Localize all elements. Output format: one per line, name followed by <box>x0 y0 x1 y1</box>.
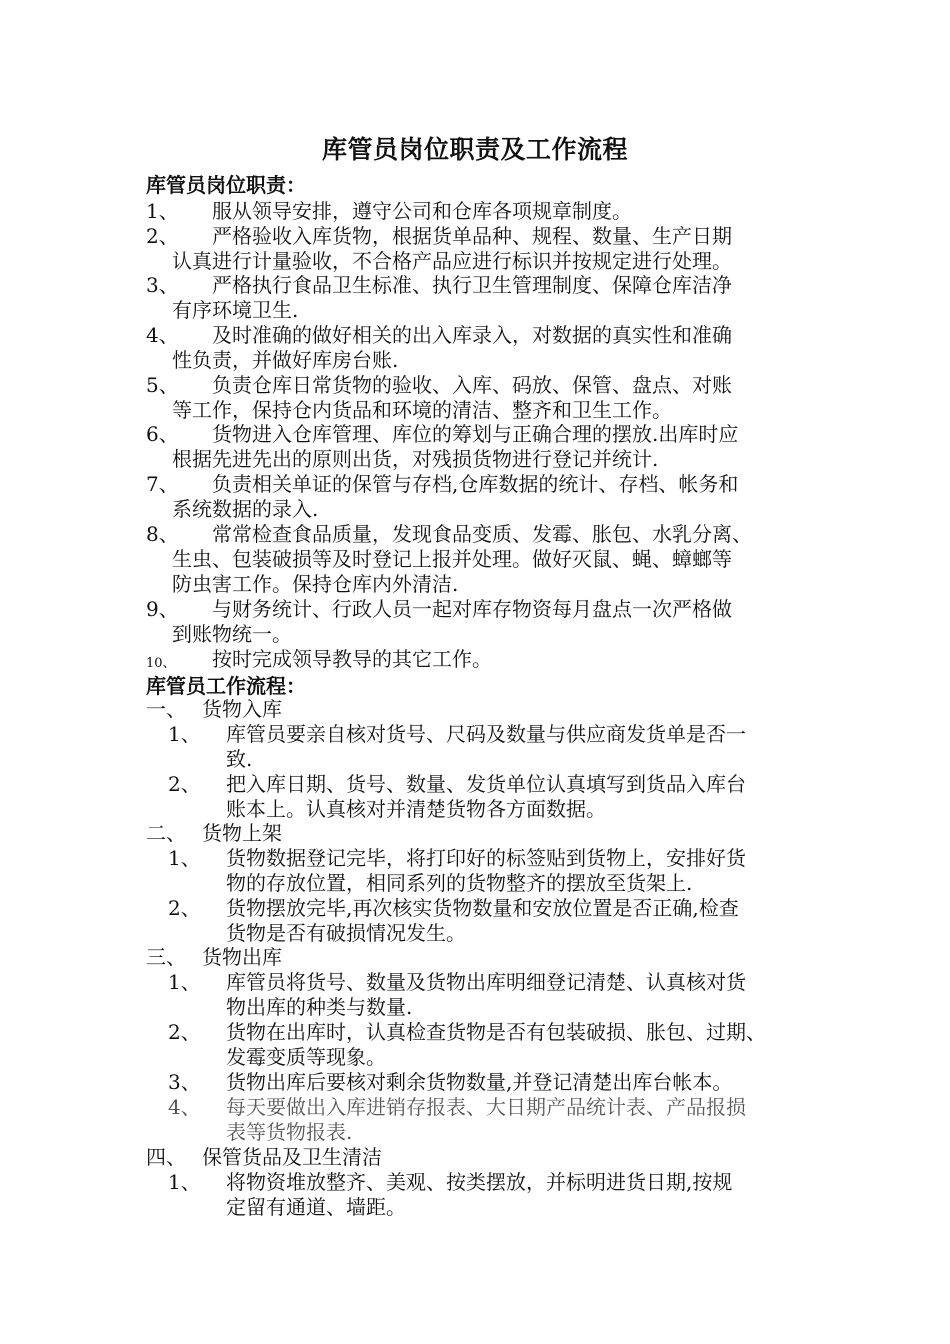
step-number: 2、 <box>168 1020 201 1044</box>
section-title: 保管货品及卫生清洁 <box>202 1145 382 1169</box>
item-text: 负责仓库日常货物的验收、入库、码放、保管、盘点、对账 <box>212 373 732 397</box>
step-number: 4、 <box>168 1095 201 1119</box>
item-number: 8、 <box>146 522 179 546</box>
section-title: 货物上架 <box>202 821 282 845</box>
item-text: 认真进行计量验收，不合格产品应进行标识并按规定进行处理。 <box>172 249 732 273</box>
item-number: 9、 <box>146 597 179 621</box>
step-text: 致. <box>226 747 253 771</box>
item-number: 3、 <box>146 273 179 297</box>
step-text: 将物资堆放整齐、美观、按类摆放，并标明进货日期,按规 <box>226 1170 733 1194</box>
step-text: 货物在出库时，认真检查货物是否有包装破损、胀包、过期、 <box>226 1020 766 1044</box>
item-text: 货物进入仓库管理、库位的筹划与正确合理的摆放.出库时应 <box>212 422 739 446</box>
step-text: 库管员要亲自核对货号、尺码及数量与供应商发货单是否一 <box>226 722 746 746</box>
step-text: 定留有通道、墙距。 <box>226 1195 406 1219</box>
item-number: 2、 <box>146 224 179 248</box>
workflow-heading: 库管员工作流程： <box>146 674 306 698</box>
item-text: 按时完成领导教导的其它工作。 <box>212 647 492 671</box>
document-title: 库管员岗位职责及工作流程 <box>321 135 628 164</box>
item-text: 生虫、包装破损等及时登记上报并处理。做好灭鼠、蝇、蟑螂等 <box>172 547 732 571</box>
section-number: 二、 <box>146 821 186 845</box>
section-number: 三、 <box>146 945 186 969</box>
item-number: 1、 <box>146 199 179 223</box>
step-text: 货物出库后要核对剩余货物数量,并登记清楚出库台帐本。 <box>226 1070 733 1094</box>
step-text: 账本上。认真核对并清楚货物各方面数据。 <box>226 797 606 821</box>
item-text: 到账物统一。 <box>172 622 292 646</box>
item-text: 严格执行食品卫生标准、执行卫生管理制度、保障仓库洁净 <box>212 273 732 297</box>
item-number: 10、 <box>146 656 176 671</box>
section-title: 货物出库 <box>202 945 282 969</box>
item-text: 等工作，保持仓内货品和环境的清洁、整齐和卫生工作。 <box>172 398 672 422</box>
step-number: 2、 <box>168 772 201 796</box>
step-text: 货物数据登记完毕，将打印好的标签贴到货物上，安排好货 <box>226 846 746 870</box>
step-text: 把入库日期、货号、数量、发货单位认真填写到货品入库台 <box>226 772 746 796</box>
item-text: 性负责，并做好库房台账. <box>172 348 399 372</box>
item-text: 有序环境卫生. <box>172 298 299 322</box>
step-number: 2、 <box>168 896 201 920</box>
step-text: 表等货物报表. <box>226 1120 353 1144</box>
section-number: 一、 <box>146 697 186 721</box>
item-number: 5、 <box>146 373 179 397</box>
step-text: 库管员将货号、数量及货物出库明细登记清楚、认真核对货 <box>226 970 746 994</box>
section-number: 四、 <box>146 1145 186 1169</box>
step-text: 物的存放位置，相同系列的货物整齐的摆放至货架上. <box>226 871 693 895</box>
item-text: 系统数据的录入. <box>172 497 319 521</box>
item-number: 6、 <box>146 422 179 446</box>
step-number: 1、 <box>168 722 201 746</box>
item-text: 与财务统计、行政人员一起对库存物资每月盘点一次严格做 <box>212 597 732 621</box>
step-number: 1、 <box>168 1170 201 1194</box>
item-text: 根据先进先出的原则出货，对残损货物进行登记并统计. <box>172 447 659 471</box>
step-text: 货物摆放完毕,再次核实货物数量和安放位置是否正确,检查 <box>226 896 739 920</box>
item-number: 7、 <box>146 472 179 496</box>
step-number: 1、 <box>168 846 201 870</box>
step-number: 1、 <box>168 970 201 994</box>
step-text: 每天要做出入库进销存报表、大日期产品统计表、产品报损 <box>226 1095 746 1119</box>
step-text: 物出库的种类与数量. <box>226 995 413 1019</box>
step-text: 发霉变质等现象。 <box>226 1045 386 1069</box>
item-number: 4、 <box>146 323 179 347</box>
item-text: 严格验收入库货物，根据货单品种、规程、数量、生产日期 <box>212 224 732 248</box>
item-text: 服从领导安排，遵守公司和仓库各项规章制度。 <box>212 199 632 223</box>
duties-heading: 库管员岗位职责： <box>146 173 306 197</box>
item-text: 及时准确的做好相关的出入库录入，对数据的真实性和准确 <box>212 323 732 347</box>
section-title: 货物入库 <box>202 697 282 721</box>
item-text: 常常检查食品质量，发现食品变质、发霉、胀包、水乳分离、 <box>212 522 752 546</box>
item-text: 防虫害工作。保持仓库内外清洁. <box>172 572 459 596</box>
step-number: 3、 <box>168 1070 201 1094</box>
step-text: 货物是否有破损情况发生。 <box>226 921 466 945</box>
item-text: 负责相关单证的保管与存档,仓库数据的统计、存档、帐务和 <box>212 472 739 496</box>
